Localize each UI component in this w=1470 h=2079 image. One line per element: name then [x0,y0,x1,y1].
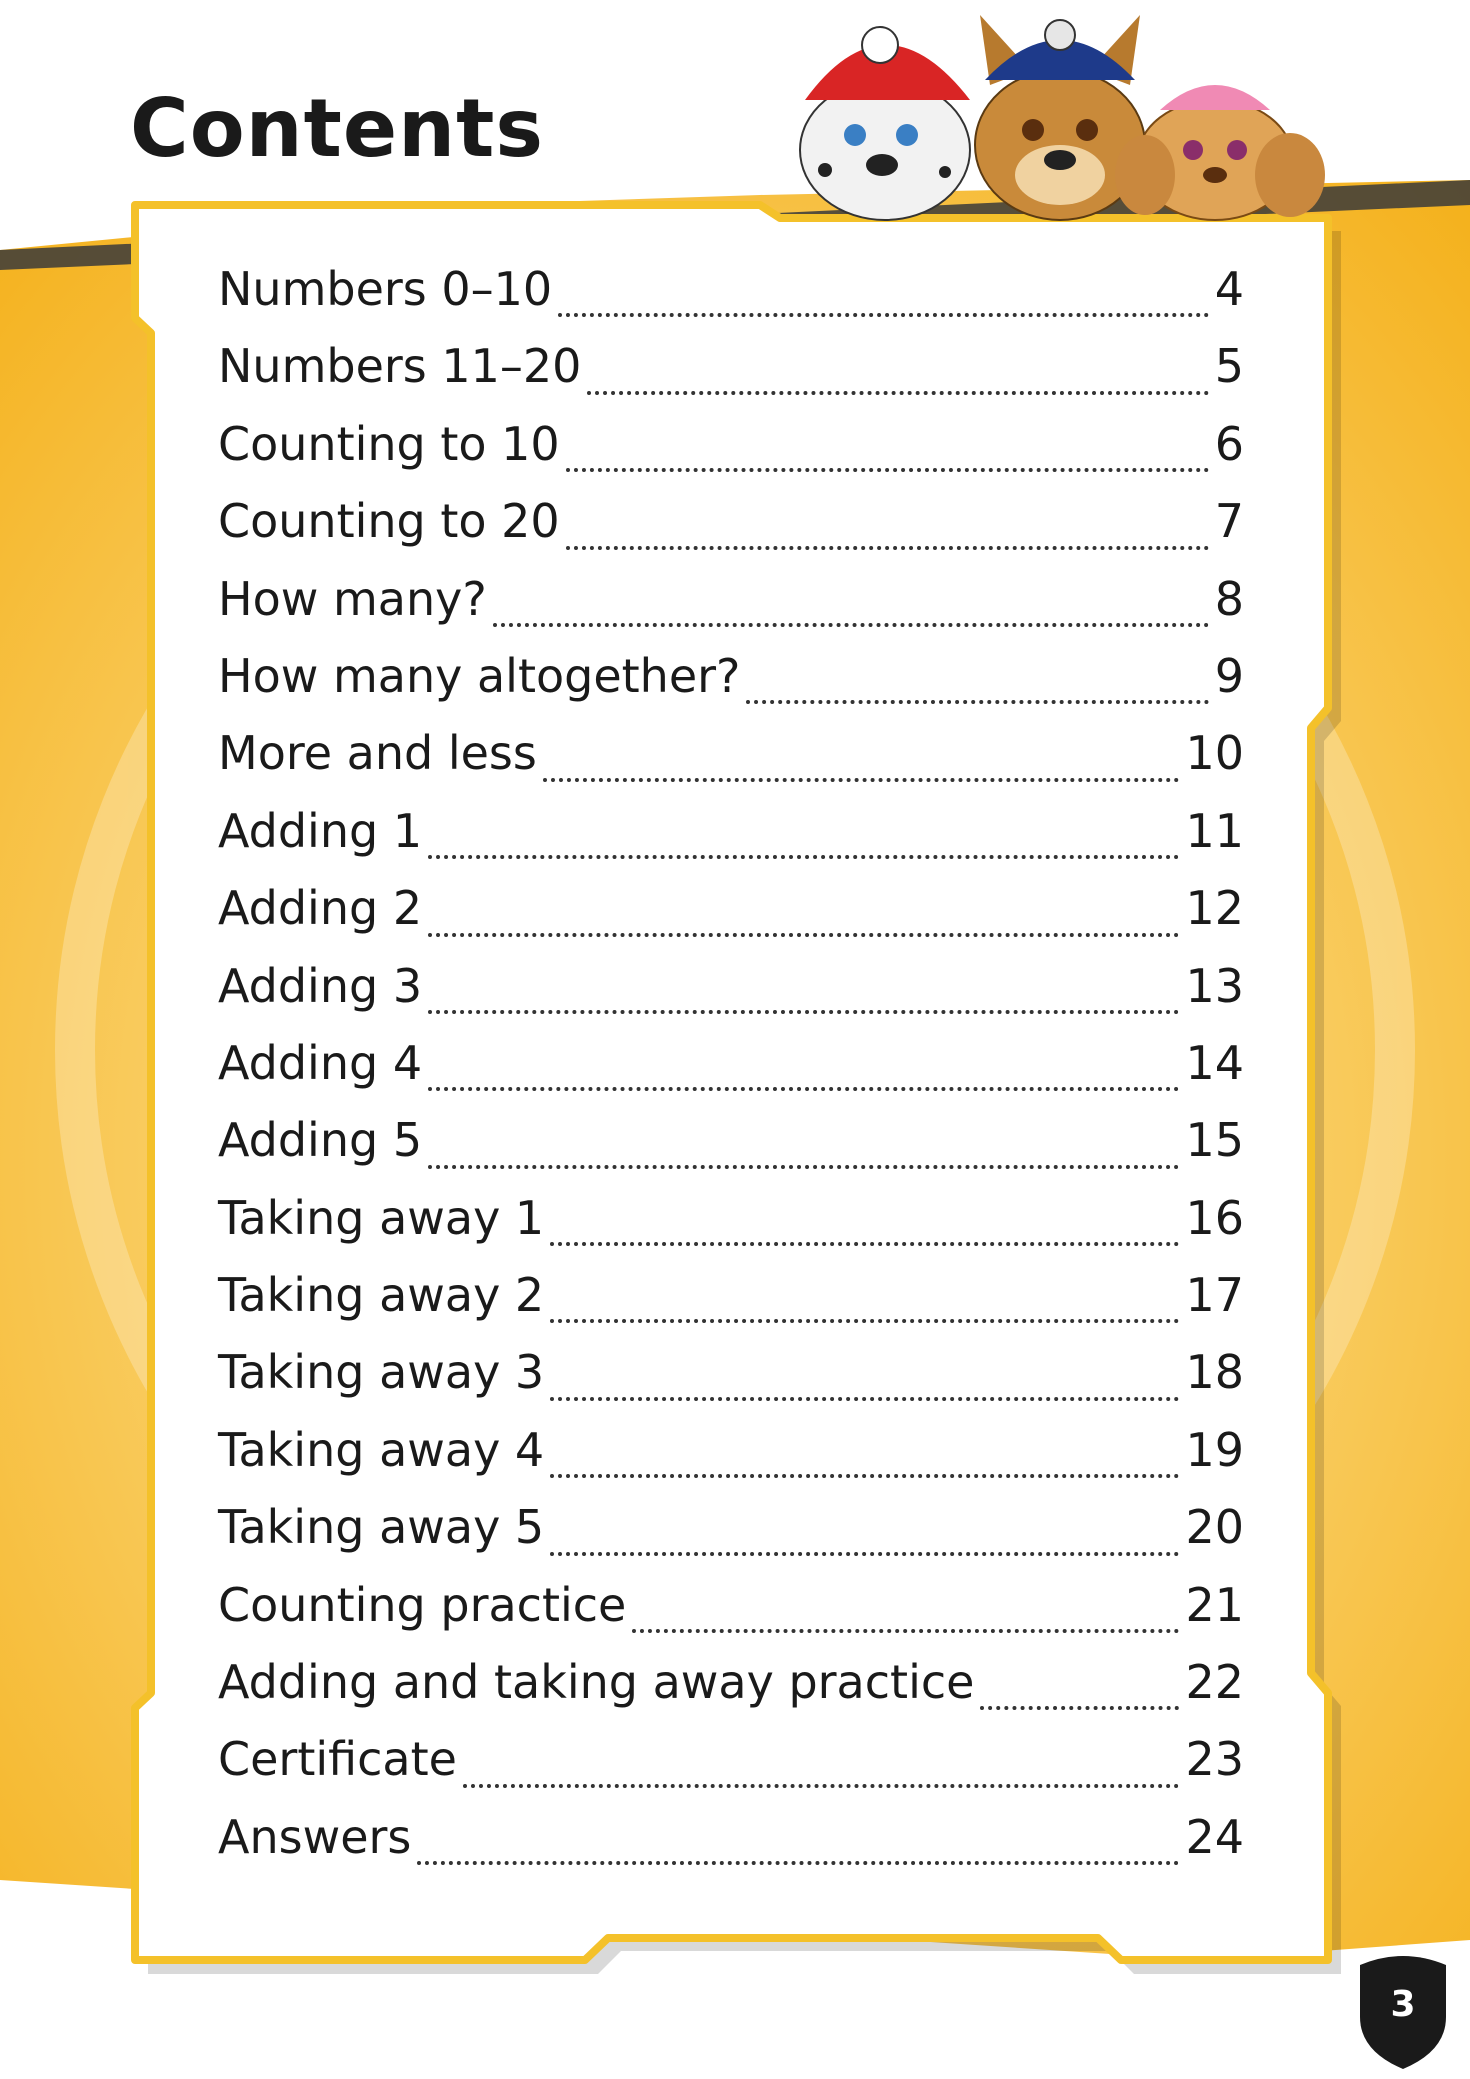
toc-entry-page: 4 [1214,262,1244,316]
toc-entry-label: Adding 4 [218,1035,423,1090]
dot-leader [980,1706,1179,1710]
toc-entry-page: 8 [1214,571,1244,626]
toc-entry-label: Counting to 20 [218,494,560,549]
toc-entry-label: Counting practice [218,1577,627,1632]
dot-leader [543,778,1180,782]
toc-entry-page: 15 [1185,1113,1244,1168]
toc-entry-page: 20 [1185,1500,1244,1555]
toc-entry[interactable] [218,726,1244,803]
dot-leader [417,1861,1179,1865]
toc-entry-label: Answers [218,1809,412,1864]
toc-entry-label: Counting to 10 [218,416,560,471]
toc-entry-page: 9 [1214,648,1244,703]
dot-leader [550,1474,1179,1478]
toc-entry[interactable] [218,1036,1244,1113]
toc-entry-label: Taking away 5 [218,1500,545,1555]
dot-leader [428,1010,1179,1014]
toc-entry[interactable] [218,1345,1244,1422]
toc-entry[interactable] [218,649,1244,726]
toc-entry[interactable] [218,1191,1244,1268]
dot-leader [550,1552,1179,1556]
toc-entry-label: How many? [218,571,487,626]
toc-entry-label: How many altogether? [218,648,741,703]
toc-entry-page: 7 [1214,494,1244,549]
toc-entry-label: Numbers 11–20 [218,339,582,394]
dot-leader [550,1319,1179,1323]
toc-entry[interactable] [218,1655,1244,1732]
toc-entry-page: 18 [1185,1345,1244,1400]
dot-leader [428,933,1179,937]
dot-leader [632,1629,1179,1633]
dot-leader [587,391,1208,395]
toc-entry-page: 23 [1185,1732,1244,1787]
dot-leader [558,313,1209,317]
toc-entry[interactable] [218,1113,1244,1190]
toc-entry-page: 21 [1185,1577,1244,1632]
toc-entry[interactable] [218,804,1244,881]
marshall-pup-icon [800,27,970,220]
toc-entry-page: 24 [1185,1809,1244,1864]
toc-entry-page: 19 [1185,1422,1244,1477]
toc-entry[interactable] [218,572,1244,649]
toc-entry[interactable] [218,417,1244,494]
toc-entry-page: 11 [1185,803,1244,858]
page-number: 3 [1390,1984,1416,2025]
toc-entry[interactable] [218,1578,1244,1655]
skye-pup-icon [1115,85,1325,220]
toc-entry[interactable] [218,1268,1244,1345]
toc-entry-label: Taking away 1 [218,1190,545,1245]
dot-leader [428,1087,1179,1091]
toc-entry-page: 5 [1214,339,1244,394]
toc-entry-page: 12 [1185,881,1244,936]
toc-entry[interactable] [218,959,1244,1036]
dot-leader [746,700,1208,704]
toc-entry-page: 17 [1185,1268,1244,1323]
toc-entry-page: 16 [1185,1190,1244,1245]
toc-entry[interactable] [218,262,1244,339]
table-of-contents [218,262,1244,1887]
dot-leader [550,1397,1179,1401]
toc-entry-page: 6 [1214,416,1244,471]
dot-leader [566,468,1209,472]
toc-entry-label: Taking away 3 [218,1345,545,1400]
toc-entry[interactable] [218,881,1244,958]
dot-leader [550,1242,1179,1246]
dot-leader [463,1784,1180,1788]
toc-entry[interactable] [218,1732,1244,1809]
toc-entry-label: Adding 5 [218,1113,423,1168]
toc-entry-page: 22 [1185,1655,1244,1710]
paw-patrol-pups-illustration [785,0,1345,225]
toc-entry-label: Adding 2 [218,881,423,936]
dot-leader [428,855,1179,859]
toc-entry[interactable] [218,1500,1244,1577]
toc-entry-label: Taking away 2 [218,1268,545,1323]
toc-entry[interactable] [218,1810,1244,1887]
toc-entry-label: More and less [218,726,537,781]
dot-leader [428,1165,1179,1169]
toc-entry[interactable] [218,1423,1244,1500]
toc-entry-label: Taking away 4 [218,1422,545,1477]
toc-entry-page: 14 [1185,1035,1244,1090]
toc-entry-label: Adding 1 [218,803,423,858]
toc-entry-label: Certificate [218,1732,457,1787]
toc-entry-page: 10 [1185,726,1244,781]
toc-entry[interactable] [218,494,1244,571]
page-title: Contents [130,82,544,175]
toc-entry-label: Numbers 0–10 [218,262,553,316]
dot-leader [493,623,1209,627]
toc-entry-page: 13 [1185,958,1244,1013]
toc-entry[interactable] [218,339,1244,416]
toc-entry-label: Adding and taking away practice [218,1655,975,1710]
toc-entry-label: Adding 3 [218,958,423,1013]
dot-leader [566,546,1209,550]
